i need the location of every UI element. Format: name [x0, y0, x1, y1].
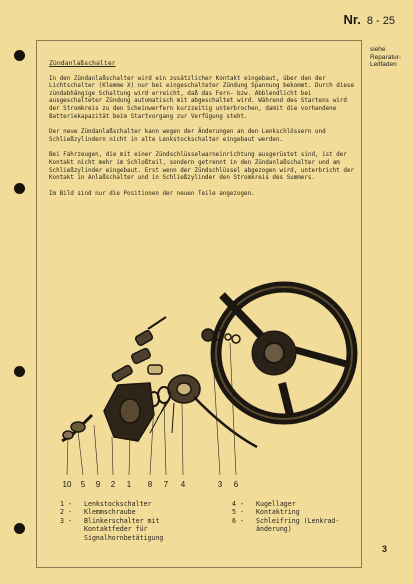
steering-column-switch [62, 383, 154, 441]
exploded-view-illustration [52, 265, 362, 495]
side-note: siehe Reparatur- Leitfaden [370, 46, 402, 68]
legend-item: 4 - Kugellager [232, 500, 296, 508]
punch-hole-upper-mid [14, 183, 25, 194]
callout-8: 8 [147, 480, 153, 489]
callout-5: 5 [80, 480, 86, 489]
section-heading: Zündanlaßschalter [49, 59, 116, 67]
legend-item: 5 - Kontaktring [232, 508, 300, 517]
callout-4: 4 [180, 480, 186, 489]
legend-item: 1 - Lenkstockschalter [60, 500, 152, 508]
callout-1: 1 [126, 480, 132, 489]
callout-numbers [63, 480, 239, 489]
paragraph-3: Bei Fahrzeugen, die mit einer Zündschlüsselwarneinrichtung ausgerüstet sind, ist der Kontakt nicht mehr im Schloßteil, sondern getrennt in den Zündanlaßschalter und am Schließzylinder eingebaut. Erst wenn der Zündschlüssel abgezogen wird, unterbricht der Kontakt in Anlaßschalter und in Schließzylinder den Stromkreis des Summers. [49, 152, 354, 182]
punch-hole-top [14, 50, 25, 61]
nr-label: Nr. [343, 12, 361, 27]
nr-value: 8 - 25 [366, 15, 395, 27]
callout-2: 2 [110, 480, 116, 489]
callout-7: 7 [163, 480, 169, 489]
paragraph-1: In den Zündanlaßschalter wird ein zusätzlicher Kontakt eingebaut, über den der Lichtschalter (Klemme X) nur bei eingeschalteter Zündung Spannung bekommt. Durch diese zündabhängige Schaltung wird erreicht, daß das Fern- bzw. Abblendlicht bei ausgeschalteter Zündung automatisch mit abgeschaltet wird. Während des Startens wird der Stromkreis zu den Scheinwerfern kurzzeitig unterbrochen, damit die vorhandene Batteriekapazität beim Startvorgang zur Verfügung steht. [49, 75, 354, 120]
legend-item: 2 - Klemmschraube [60, 508, 136, 517]
callout-3: 3 [217, 480, 223, 489]
steering-wheel [216, 287, 352, 419]
body-text [49, 60, 355, 206]
legend-item: 3 - Blinkerschalter mit Kontaktfeder für Signalhornbetätigung [60, 516, 164, 542]
page-number: 3 [381, 544, 387, 554]
callout-9: 9 [95, 480, 101, 489]
legend-column-right [232, 500, 360, 542]
legend-item: 6 - Schleifring (Lenkrad- änderung) [232, 516, 340, 534]
paragraph-4: Im Bild sind nur die Positionen der neuen Teile angezogen. [49, 190, 255, 197]
paragraph-2: Der neue Zündanlaßschalter kann wegen der Änderungen an den Lenkschlössern und Schließzylindern nicht in alte Lenkstockschalter eingebaut werden. [49, 129, 326, 143]
legend-column-left [60, 500, 210, 542]
punch-hole-lower-mid [14, 366, 25, 377]
parts-legend [60, 500, 360, 542]
callout-6: 6 [233, 480, 239, 489]
callout-10: 10 [62, 480, 72, 489]
document-number [344, 12, 395, 27]
lock-and-cylinder-parts [111, 317, 166, 382]
punch-hole-bottom [14, 523, 25, 534]
